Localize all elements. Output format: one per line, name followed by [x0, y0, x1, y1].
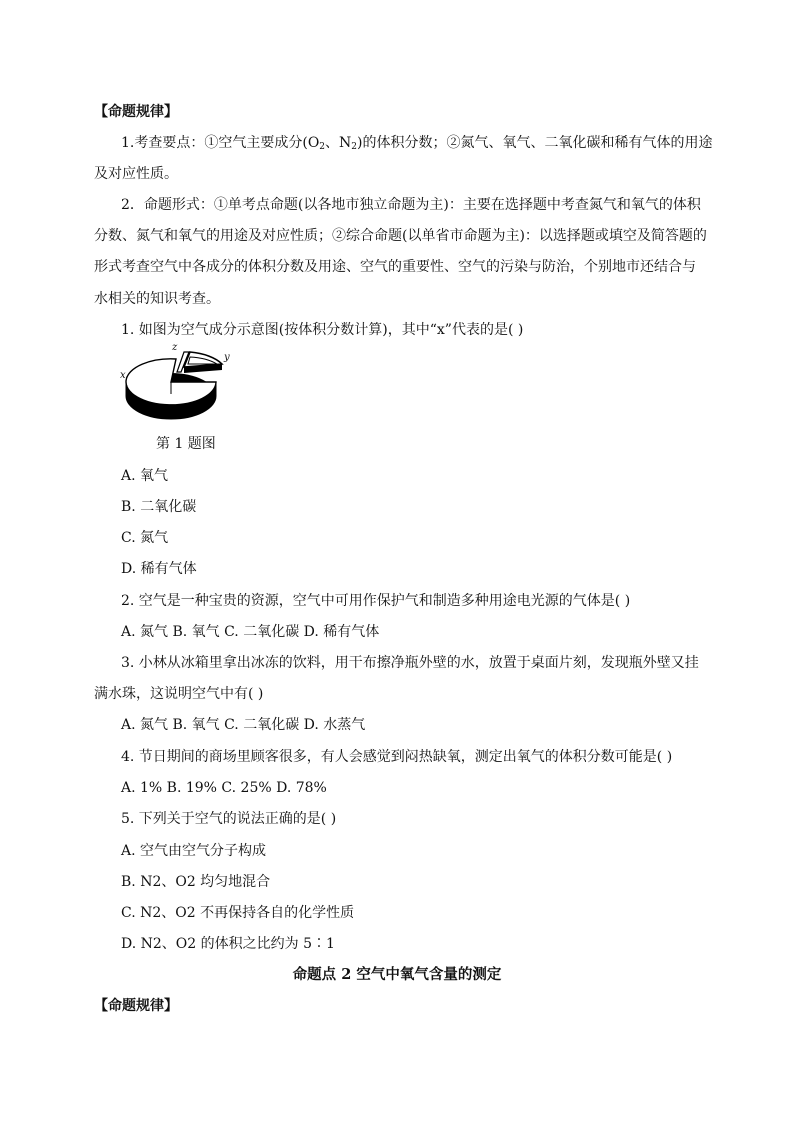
question-1-option-a: A. 氧气 — [121, 468, 169, 484]
question-5-option-d: D. N2、O2 的体积之比约为 5∶1 — [121, 936, 335, 952]
figure-caption: 第 1 题图 — [156, 436, 216, 452]
question-1-option-b: B. 二氧化碳 — [121, 499, 197, 515]
paragraph-1-line-1: 1.考查要点：①空气主要成分($O_2$、$N_2$)的体积分数；②氮气、氧气、二氧化碳和稀有气体的用途 — [121, 135, 713, 152]
question-3-options: A. 氮气 B. 氧气 C. 二氧化碳 D. 水蒸气 — [121, 717, 366, 733]
question-1-option-c: C. 氮气 — [121, 530, 169, 546]
question-4-stem: 4. 节日期间的商场里顾客很多，有人会感觉到闷热缺氧，测定出氧气的体积分数可能是( ) — [121, 749, 673, 765]
question-1-stem: 1. 如图为空气成分示意图(按体积分数计算)，其中“x”代表的是( ) — [121, 322, 524, 338]
pie-label-x: x — [120, 370, 126, 381]
section2-heading: 【命题规律】 — [94, 998, 178, 1014]
paragraph-2-line-3: 形式考查空气中各成分的体积分数及用途、空气的重要性、空气的污染与防治，个别地市还结合与 — [94, 259, 696, 275]
question-2-stem: 2. 空气是一种宝贵的资源，空气中可用作保护气和制造多种用途电光源的气体是( ) — [121, 593, 631, 609]
paragraph-2-line-4: 水相关的知识考查。 — [94, 291, 220, 307]
question-2-options: A. 氮气 B. 氧气 C. 二氧化碳 D. 稀有气体 — [121, 624, 380, 640]
question-3-stem-line-2: 满水珠，这说明空气中有( ) — [94, 686, 264, 702]
question-5-option-c: C. N2、O2 不再保持各自的化学性质 — [121, 905, 355, 921]
question-5-stem: 5. 下列关于空气的说法正确的是( ) — [121, 811, 337, 827]
question-1-option-d: D. 稀有气体 — [121, 561, 197, 577]
pie-label-y: y — [224, 352, 230, 363]
question-5-option-b: B. N2、O2 均匀地混合 — [121, 874, 271, 890]
paragraph-1-line-2: 及对应性质。 — [94, 166, 178, 182]
air-composition-pie-figure — [118, 340, 230, 426]
question-5-option-a: A. 空气由空气分子构成 — [121, 843, 267, 859]
paragraph-2-line-2: 分数、氮气和氧气的用途及对应性质；②综合命题(以单省市命题为主)：以选择题或填空及简答题的 — [94, 228, 707, 244]
paragraph-2-line-1: 2．命题形式：①单考点命题(以各地市独立命题为主)：主要在选择题中考查氮气和氧气的体积 — [121, 197, 701, 213]
question-3-stem-line-1: 3. 小林从冰箱里拿出冰冻的饮料，用干布擦净瓶外壁的水，放置于桌面片刻，发现瓶外壁又挂 — [121, 655, 699, 671]
section1-heading: 【命题规律】 — [94, 104, 178, 120]
section2-title: 命题点 2 空气中氧气含量的测定 — [292, 966, 502, 983]
pie-label-z: z — [172, 342, 178, 353]
question-4-options: A. 1% B. 19% C. 25% D. 78% — [121, 780, 327, 796]
